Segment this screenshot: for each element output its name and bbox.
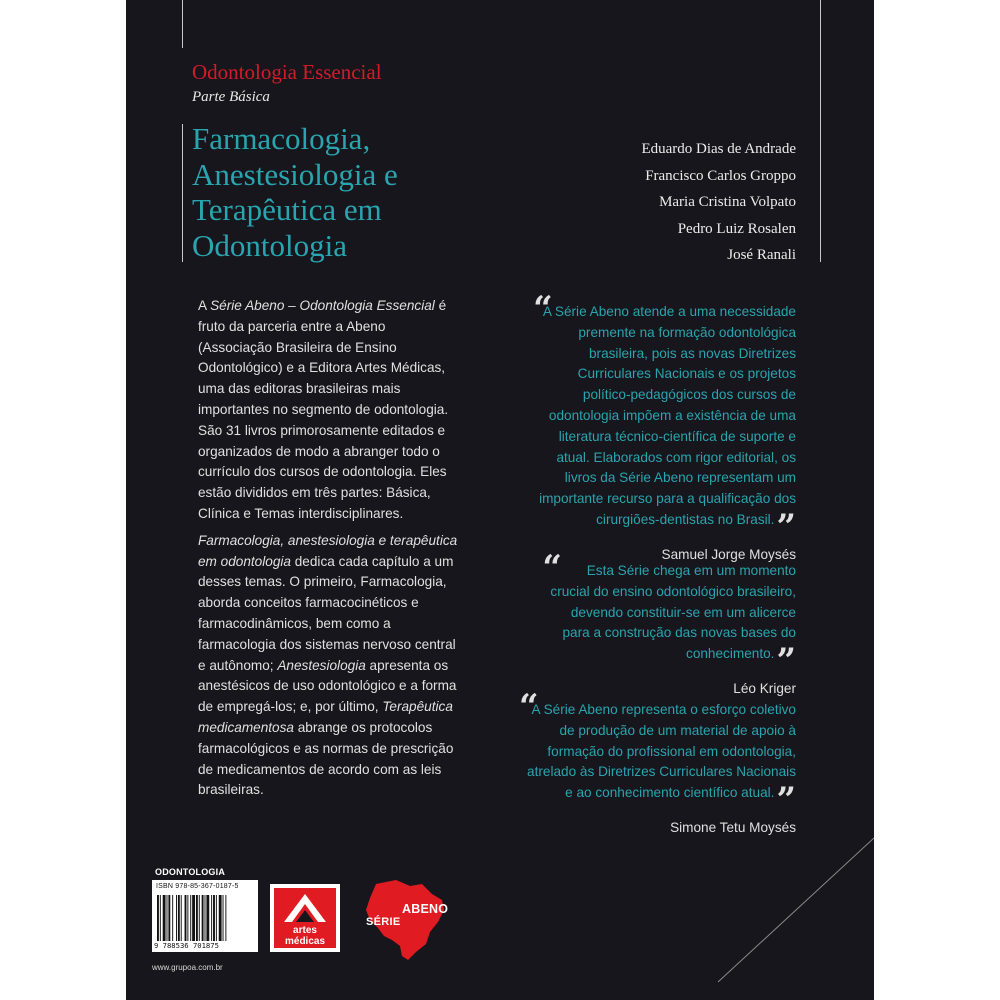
close-quote-icon: ” (776, 641, 796, 682)
abeno-text: ABENO (402, 902, 449, 916)
quote-author: Léo Kriger (733, 681, 796, 697)
isbn-barcode (152, 880, 258, 952)
barcode-icon (157, 895, 253, 941)
description-text (198, 296, 460, 807)
category-label: ODONTOLOGIA (155, 867, 226, 877)
barcode-number: 9 788536 701875 (154, 941, 219, 950)
website-url: www.grupoa.com.br (152, 963, 223, 972)
part-subtitle: Parte Básica (192, 89, 270, 105)
open-quote-icon: “ (519, 687, 539, 727)
publisher-name: médicas (284, 935, 326, 947)
open-quote-icon: “ (542, 548, 562, 588)
serie-text: SÉRIE (366, 916, 401, 928)
close-quote-icon: ” (776, 506, 796, 547)
description-paragraph: Farmacologia, anestesiologia e terapêutica em odontologia dedica cada capítulo a um desses temas. O primeiro, Farmacologia, aborda conceitos farmacocinéticos e farmacodinâmicos, bem como a farmacologia dos sistemas nervoso central e autônomo; Anestesiologia apresenta os anestésicos de uso odontológico e a forma de empregá-los; e, por último, Terapêutica medicamentosa abrange os protocolos farmacológicos e as normas de prescrição de medicamentos de acordo com as leis brasileiras. (198, 532, 458, 798)
publisher-logo (270, 884, 340, 952)
author-name: Eduardo Dias de Andrade (641, 141, 796, 157)
testimonial-quote: “ A Série Abeno representa o esforço coletivo de produção de um material de apoio à formação do profissional em odontologia, atrelado às Diretrizes Curriculares Nacionais e ao conhecimento científico atual.” Simone Tetu Moysés (527, 700, 796, 839)
title-line: Odontologia (192, 227, 347, 263)
publisher-name: artes (293, 925, 317, 936)
book-back-cover (126, 0, 874, 1000)
author-name: José Ranali (727, 247, 796, 263)
author-name: Maria Cristina Volpato (659, 194, 796, 210)
open-quote-icon: “ (533, 289, 553, 329)
author-name: Francisco Carlos Groppo (645, 167, 796, 184)
description-paragraph: A Série Abeno – Odontologia Essencial é fruto da parceria entre a Abeno (Associação Brasileira de Ensino Odontológico) e a Editora Artes Médicas, uma das editoras brasileiras mais importantes no segmento de odontologia. São 31 livros primorosamente editados e organizados de modo a abranger todo o currículo dos cursos de odontologia. Eles estão divididos em três partes: Básica, Clínica e Temas interdisciplinares. (198, 298, 449, 521)
abeno-logo (362, 876, 449, 962)
title-line: Anestesiologia e (192, 156, 398, 192)
close-quote-icon: ” (776, 780, 796, 821)
author-name: Pedro Luiz Rosalen (677, 220, 796, 237)
book-title (192, 121, 398, 263)
author-list (641, 136, 796, 269)
publisher-mark-icon (274, 888, 336, 926)
quote-author: Simone Tetu Moysés (670, 820, 796, 836)
series-title: Odontologia Essencial (192, 60, 382, 84)
isbn-text: ISBN 978-85-367-0187-5 (156, 883, 239, 890)
title-line: Terapêutica em (192, 192, 382, 227)
testimonial-quote: “ Esta Série chega em um momento crucial do ensino odontológico brasileiro, devendo constituir-se em um alicerce para a construção das novas bases do conhecimento.” Léo Kriger (550, 561, 796, 700)
title-line: Farmacologia, (192, 121, 371, 156)
quote-author: Samuel Jorge Moysés (661, 546, 796, 562)
testimonial-quote: “ A Série Abeno atende a uma necessidade premente na formação odontológica brasileira, pois as novas Diretrizes Curriculares Nacionais e os projetos político-pedagógicos dos cursos de odontologia impõem a existência de uma literatura técnico-científica de suporte e atual. Elaborados com rigor editorial, os livros da Série Abeno representam um importante recurso para a qualificação dos cirurgiões-dentistas no Brasil.” Samuel Jorge Moysés (539, 302, 796, 566)
